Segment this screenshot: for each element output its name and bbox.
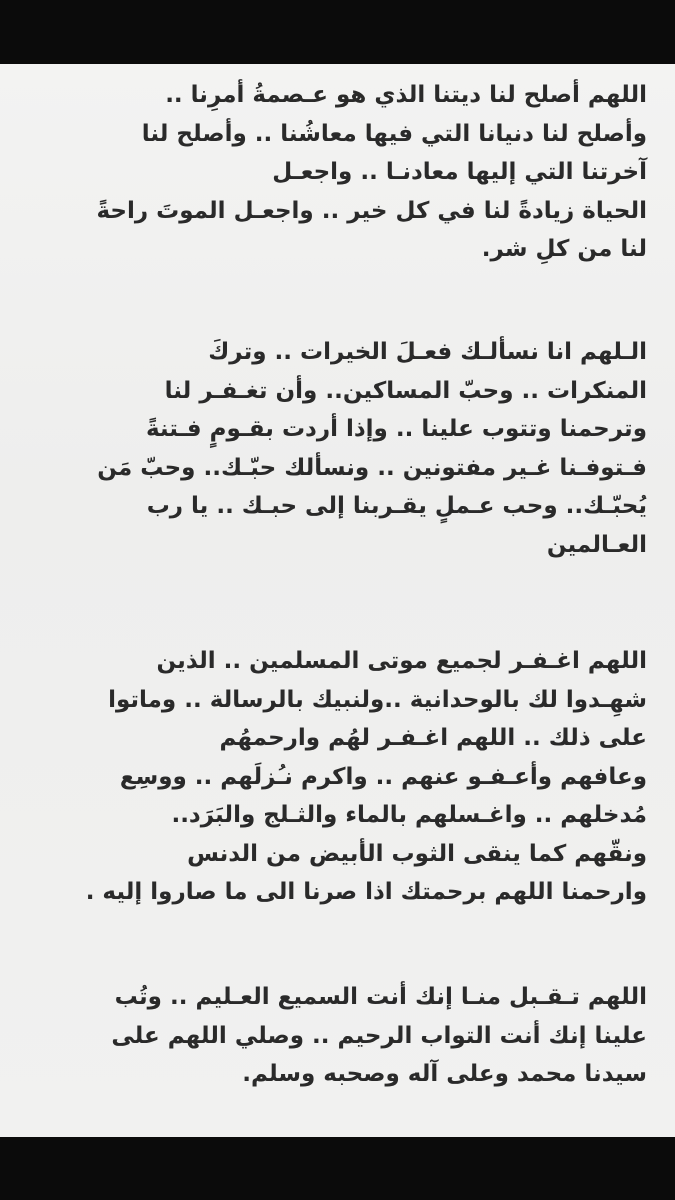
text-line: علينا إنك أنت التواب الرحيم .. وصلي اللهم على [111, 1022, 647, 1049]
text-line: المنكرات .. وحبّ المساكين.. وأن تغـفـر لنا [164, 377, 647, 404]
text-line: فـتوفـنا غـير مفتونين .. ونسألك حبّـك.. وحبّ مَن [97, 454, 647, 481]
text-line: وعافهم وأعـفـو عنهم .. واكرم نـُزلَهم .. ووسِع [119, 763, 647, 790]
text-line: مُدخلهم .. واغـسلهم بالماء والثـلج والبَرَد.. [171, 802, 647, 828]
bottom-black-bar [0, 1137, 675, 1200]
top-black-bar [0, 0, 675, 64]
text-line: وترحمنا وتتوب علينا .. وإذا أردت بقـومٍ فـتنةً [145, 416, 647, 442]
text-line: آخرتنا التي إليها معادنـا .. واجعـل [272, 159, 647, 185]
text-line: اللهم تـقـبل منـا إنك أنت السميع العـليم .. وتُب [114, 984, 647, 1010]
text-line: شهِـدوا لك بالوحدانية ..ولنبيك بالرسالة .. وماتوا [108, 686, 647, 713]
text-line: وارحمنا اللهم برحمتك اذا صرنا الى ما صاروا إليه . [85, 879, 647, 905]
text-line: اللهم اغـفـر لجميع موتى المسلمين .. الذين [156, 648, 647, 674]
text-line: وأصلح لنا دنيانا التي فيها معاشُنا .. وأصلح لنا [141, 120, 647, 147]
text-line: سيدنا محمد وعلى آله وصحبه وسلم. [242, 1061, 647, 1087]
prayer-paragraph-2 [47, 333, 647, 564]
text-line: العـالمين [546, 531, 647, 558]
text-line: الحياة زيادةً لنا في كل خير .. واجعـل الموتَ راحةً [96, 197, 647, 224]
text-line: الـلهم انا نسألـك فعـلَ الخيرات .. وتركَ [208, 339, 647, 365]
text-line: ونقّهم كما ينقى الثوب الأبيض من الدنس [187, 840, 647, 867]
text-line: على ذلك .. اللهم اغـفـر لهُم وارحمهُم [219, 725, 647, 751]
prayer-paragraph-3 [47, 642, 647, 912]
text-line: يُحبّـك.. وحب عـملٍ يقـربنا إلى حبـك .. يا رب [146, 493, 647, 519]
text-line: لنا من كلِ شر. [481, 236, 647, 262]
text-line: اللهم أصلح لنا ديتنا الذي هو عـصمةُ أمرِنا .. [165, 82, 647, 108]
prayer-paragraph-1 [47, 76, 647, 269]
prayer-paragraph-4 [47, 978, 647, 1094]
